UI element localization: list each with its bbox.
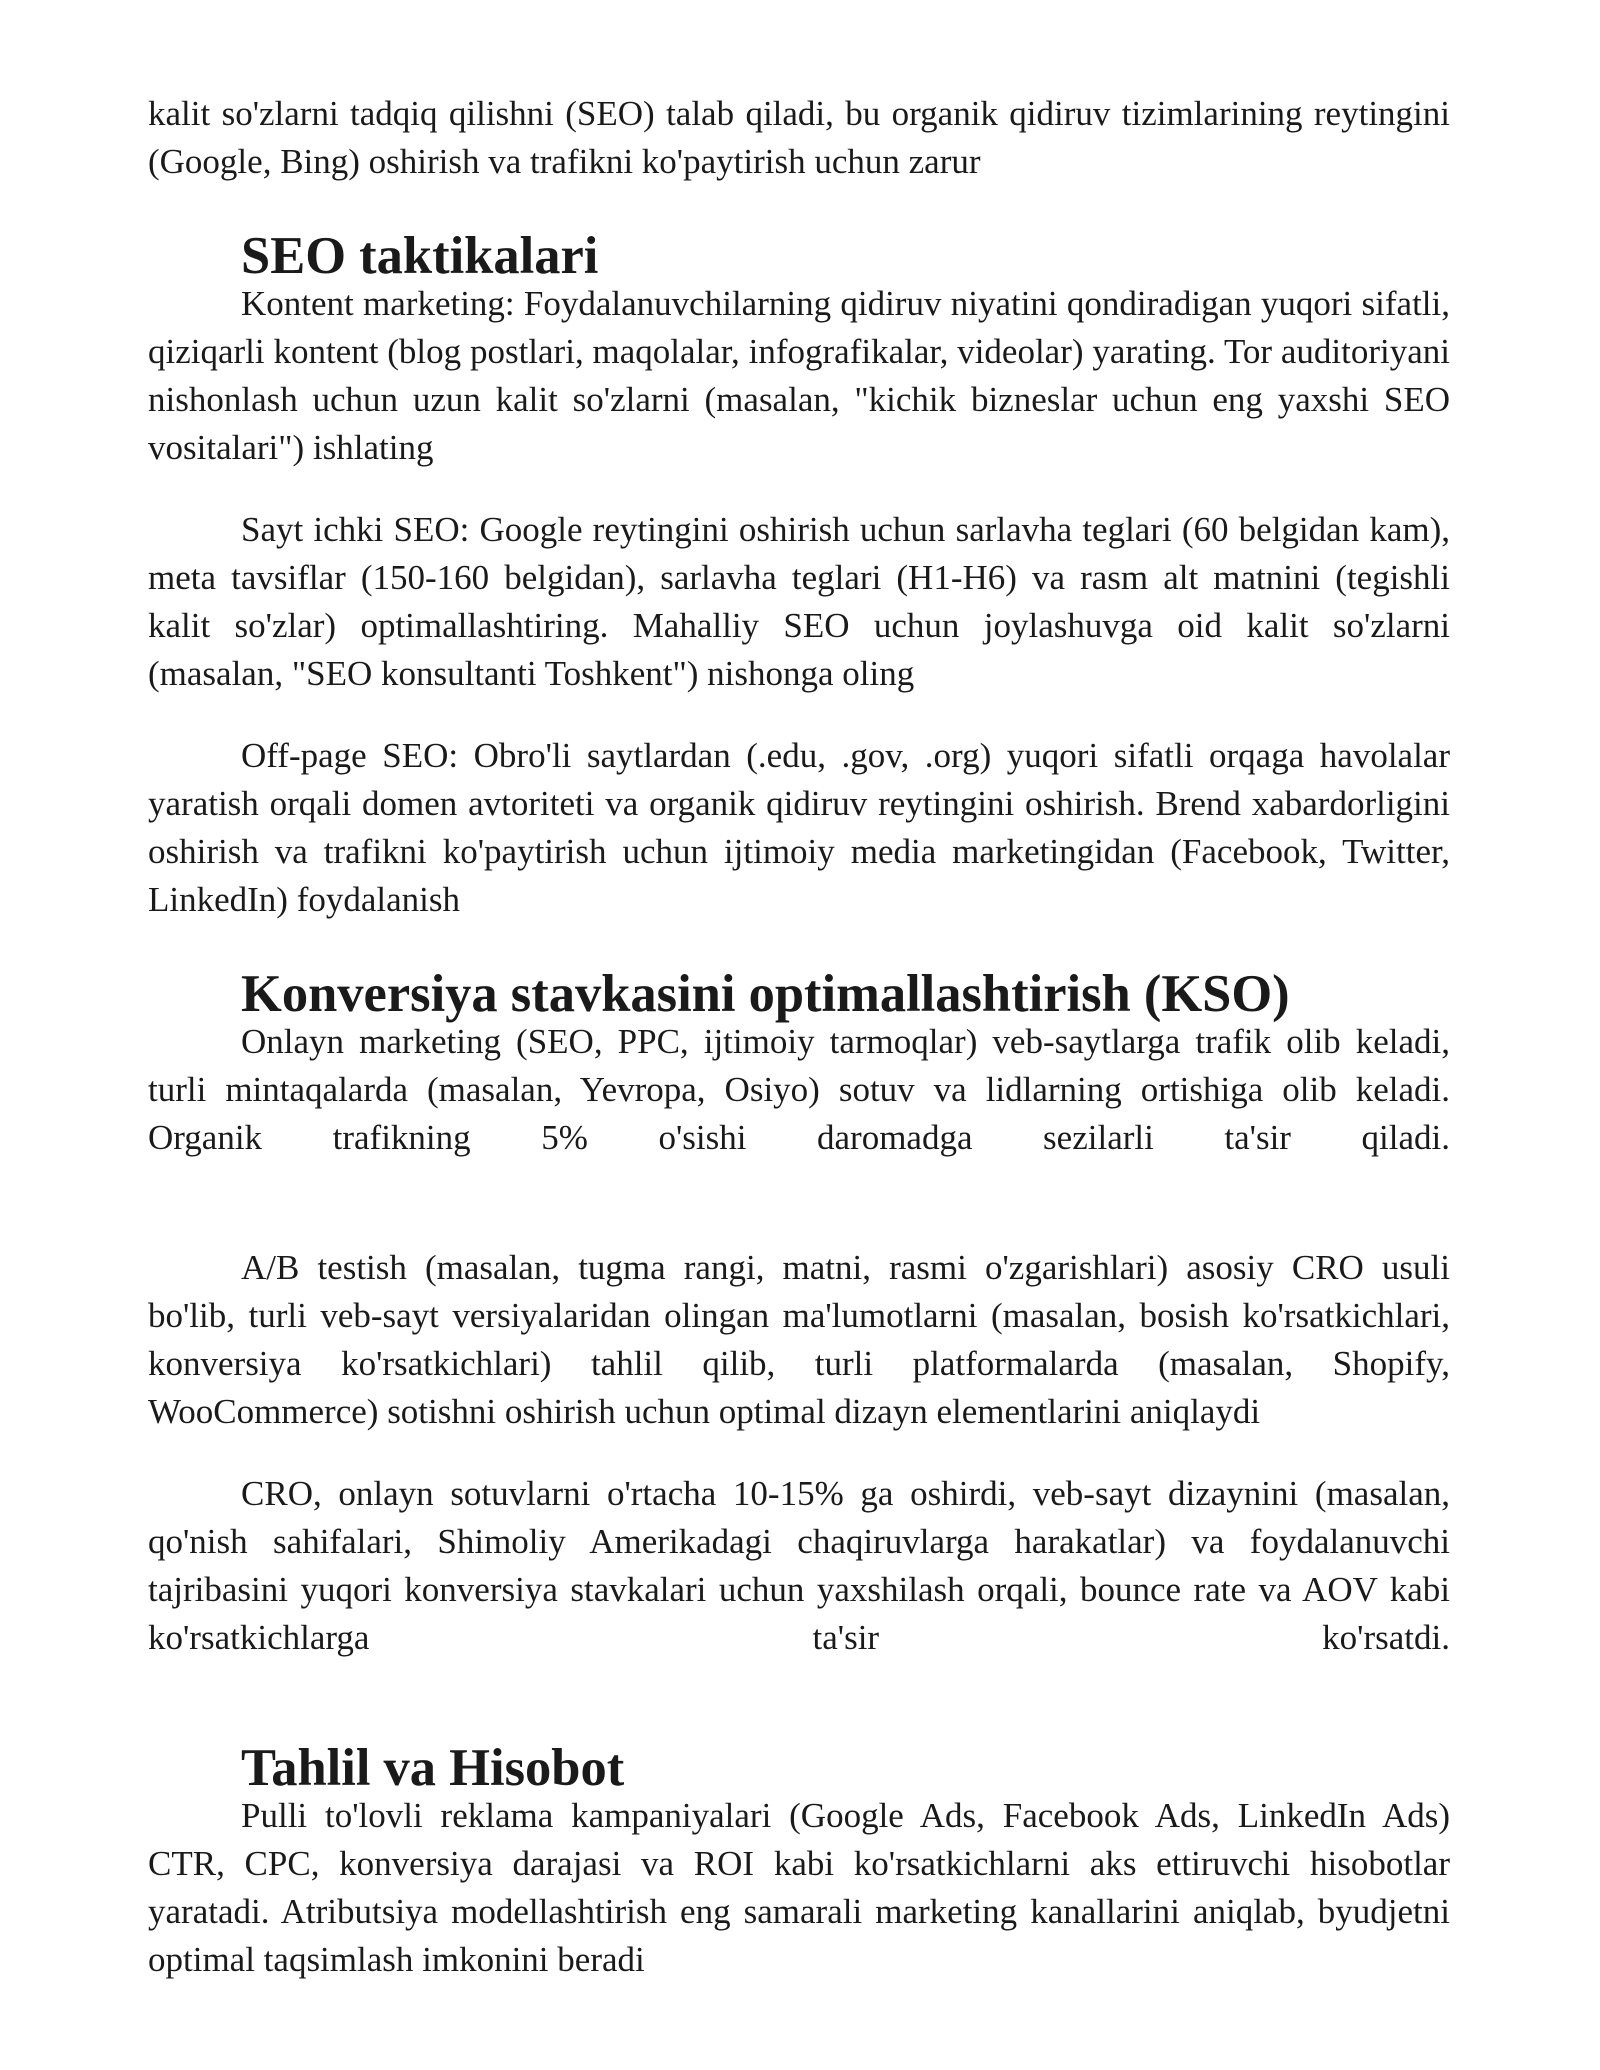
paragraph-cro-results: CRO, onlayn sotuvlarni o'rtacha 10-15% ga oshirdi, veb-sayt dizaynini (masalan, qo'nish sahifalari, Shimoliy Amerikadagi chaqiruvlarga harakatlar) va foydalanuvchi tajribasini yuqori konversiya stavkalari uchun yaxshilash orqali, bounce rate va AOV kabi ko'rsatkichlarga ta'sir ko'rsatdi. bbox=[148, 1474, 1450, 1657]
paragraph-paid-ads-reporting: Pulli to'lovli reklama kampaniyalari (Google Ads, Facebook Ads, LinkedIn Ads) CTR, CPC, konversiya darajasi va ROI kabi ko'rsatkichlarni aks ettiruvchi hisobotlar yaratadi. Atributsiya modellashtirish eng samarali marketing kanallarini aniqlab, byudjetni optimal taqsimlash imkonini beradi bbox=[148, 1796, 1450, 1979]
paragraph-ab-testing: A/B testish (masalan, tugma rangi, matni, rasmi o'zgarishlari) asosiy CRO usuli bo'lib, turli veb-sayt versiyalaridan olingan ma'lumotlarni (masalan, bosish ko'rsatkichlari, konversiya ko'rsatkichlari) tahlil qilib, turli platformalarda (masalan, Shopify, WooCommerce) sotishni oshirish uchun optimal dizayn elementlarini aniqlaydi bbox=[148, 1248, 1450, 1431]
paragraph-offpage-seo: Off-page SEO: Obro'li saytlardan (.edu, .gov, .org) yuqori sifatli orqaga havolalar yaratish orqali domen avtoriteti va organik qidiruv reytingini oshirish. Brend xabardorligini oshirish va trafikni ko'paytirish uchun ijtimoiy media marketingidan (Facebook, Twitter, LinkedIn) foydalanish bbox=[148, 736, 1450, 919]
document-page bbox=[148, 90, 1450, 1984]
intro-paragraph: kalit so'zlarni tadqiq qilishni (SEO) talab qiladi, bu organik qidiruv tizimlarining reytingini (Google, Bing) oshirish va trafikni ko'paytirish uchun zarur bbox=[148, 94, 1450, 181]
paragraph-onpage-seo: Sayt ichki SEO: Google reytingini oshirish uchun sarlavha teglari (60 belgidan kam), meta tavsiflar (150-160 belgidan), sarlavha teglari (H1-H6) va rasm alt matnini (tegishli kalit so'zlar) optimallashtiring. Mahalliy SEO uchun joylashuvga oid kalit so'zlarni (masalan, "SEO konsultanti Toshkent") nishonga oling bbox=[148, 510, 1450, 693]
paragraph-online-marketing: Onlayn marketing (SEO, PPC, ijtimoiy tarmoqlar) veb-saytlarga trafik olib keladi, turli mintaqalarda (masalan, Yevropa, Osiyo) sotuv va lidlarning ortishiga olib keladi. Organik trafikning 5% o'sishi daromadga sezilarli ta'sir qiladi. bbox=[148, 1022, 1450, 1157]
paragraph-content-marketing: Kontent marketing: Foydalanuvchilarning qidiruv niyatini qondiradigan yuqori sifatli, qiziqarli kontent (blog postlari, maqolalar, infografikalar, videolar) yarating. Tor auditoriyani nishonlash uchun uzun kalit so'zlarni (masalan, "kichik bizneslar uchun eng yaxshi SEO vositalari") ishlating bbox=[148, 284, 1450, 467]
section-heading-analytics: Tahlil va Hisobot bbox=[241, 1739, 625, 1797]
section-heading-cro: Konversiya stavkasini optimallashtirish (KSO) bbox=[241, 965, 1290, 1023]
section-heading-seo-tactics: SEO taktikalari bbox=[241, 227, 599, 285]
